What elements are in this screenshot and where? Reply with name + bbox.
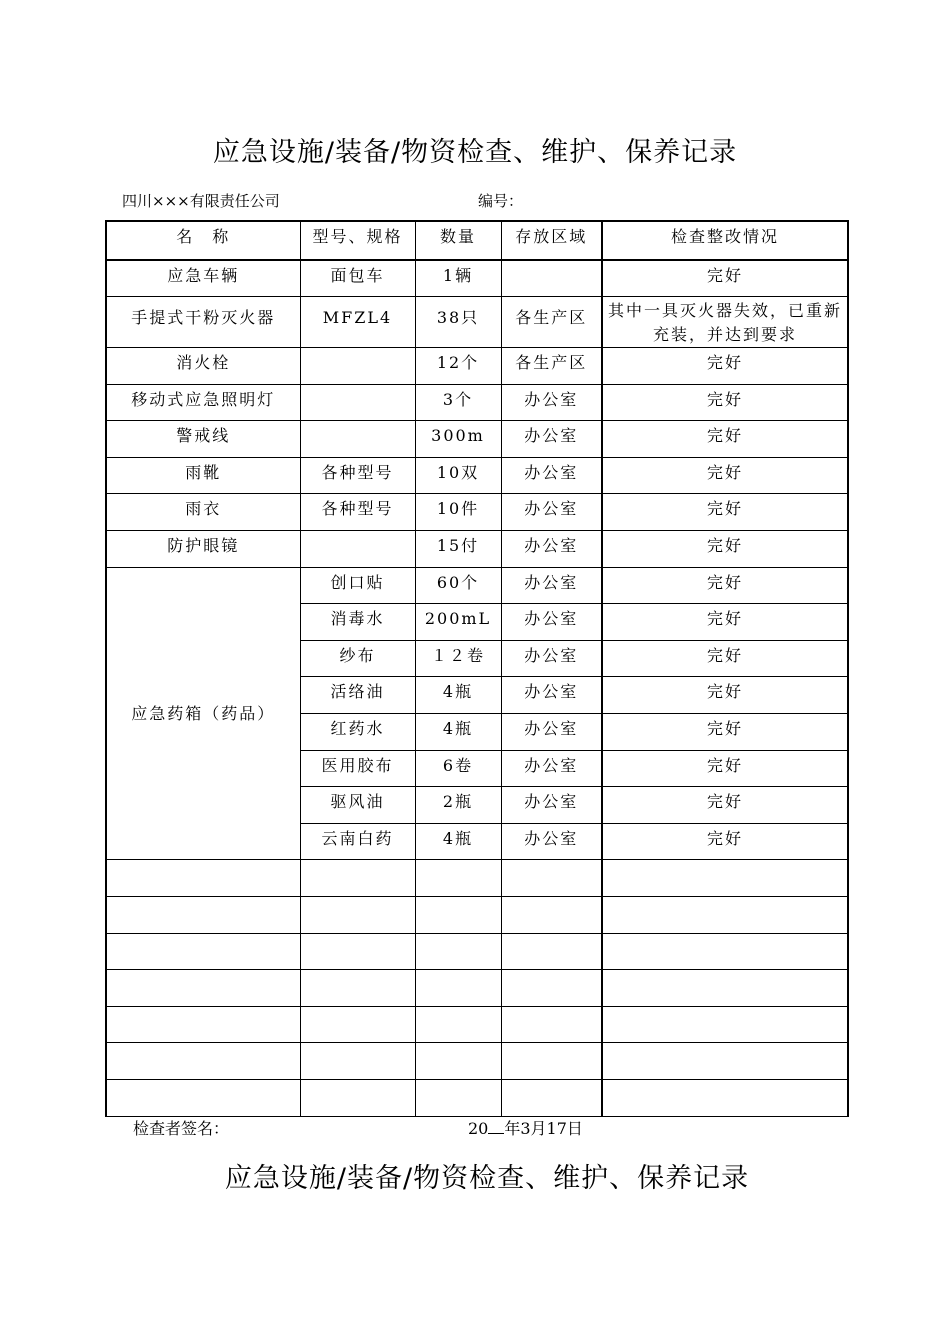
empty-cell[interactable] [106,860,300,897]
cell-quantity: 12个 [415,348,501,385]
cell-medicine-kit: 应急药箱（药品） [106,567,300,860]
cell-spec [300,348,415,385]
empty-cell[interactable] [300,1043,415,1080]
empty-cell[interactable] [415,897,501,934]
empty-cell[interactable] [501,933,602,970]
table-row [106,297,848,348]
empty-cell[interactable] [415,1006,501,1043]
table-row [106,260,848,297]
empty-cell[interactable] [106,1079,300,1116]
empty-cell[interactable] [602,860,848,897]
cell-area: 办公室 [501,823,602,860]
empty-cell[interactable] [106,897,300,934]
page-title: 应急设施/装备/物资检查、维护、保养记录 [212,137,738,168]
cell-status: 完好 [602,260,848,297]
cell-status: 完好 [602,348,848,385]
cell-spec: 驱风油 [300,787,415,824]
header-inspection-status: 检查整改情况 [602,221,848,260]
cell-status: 完好 [602,787,848,824]
cell-spec [300,384,415,421]
cell-area: 办公室 [501,750,602,787]
cell-spec: 消毒水 [300,604,415,641]
empty-cell[interactable] [106,1043,300,1080]
cell-name: 警戒线 [106,421,300,458]
cell-name: 防护眼镜 [106,531,300,568]
header-spec: 型号、规格 [300,221,415,260]
inspection-table [105,220,849,1117]
cell-quantity: 15付 [415,531,501,568]
cell-status: 完好 [602,567,848,604]
date-suffix: 年3月17日 [504,1119,583,1138]
empty-cell[interactable] [300,1006,415,1043]
table-row [106,531,848,568]
cell-area: 办公室 [501,494,602,531]
header-storage-area: 存放区域 [501,221,602,260]
empty-row [106,1079,848,1116]
cell-area: 办公室 [501,787,602,824]
cell-area: 办公室 [501,457,602,494]
cell-name: 移动式应急照明灯 [106,384,300,421]
cell-spec: MFZL4 [300,297,415,348]
cell-area: 办公室 [501,640,602,677]
bottom-title: 应急设施/装备/物资检查、维护、保养记录 [224,1163,750,1194]
cell-status: 完好 [602,714,848,751]
empty-row [106,1043,848,1080]
cell-area: 各生产区 [501,348,602,385]
signer-label: 检查者签名： [133,1119,230,1138]
cell-spec: 红药水 [300,714,415,751]
empty-cell[interactable] [106,1006,300,1043]
cell-spec: 面包车 [300,260,415,297]
cell-name: 雨靴 [106,457,300,494]
cell-area: 办公室 [501,384,602,421]
cell-status: 完好 [602,421,848,458]
cell-quantity: 60个 [415,567,501,604]
empty-cell[interactable] [602,933,848,970]
empty-cell[interactable] [415,860,501,897]
cell-quantity: 300m [415,421,501,458]
empty-cell[interactable] [106,933,300,970]
cell-area: 办公室 [501,567,602,604]
cell-status: 完好 [602,677,848,714]
cell-quantity: 4瓶 [415,714,501,751]
empty-cell[interactable] [300,897,415,934]
empty-cell[interactable] [415,1043,501,1080]
cell-name: 应急车辆 [106,260,300,297]
cell-status: 完好 [602,823,848,860]
empty-cell[interactable] [415,933,501,970]
cell-status: 完好 [602,604,848,641]
table-row [106,348,848,385]
cell-status: 完好 [602,494,848,531]
cell-status: 完好 [602,640,848,677]
cell-quantity: 1辆 [415,260,501,297]
cell-name: 雨衣 [106,494,300,531]
empty-cell[interactable] [501,860,602,897]
cell-quantity: 200mL [415,604,501,641]
empty-cell[interactable] [602,1006,848,1043]
cell-spec: 云南白药 [300,823,415,860]
empty-cell[interactable] [300,1079,415,1116]
empty-cell[interactable] [501,1006,602,1043]
header-quantity: 数量 [415,221,501,260]
cell-spec: 各种型号 [300,494,415,531]
empty-row [106,860,848,897]
cell-quantity: 4瓶 [415,823,501,860]
cell-spec [300,421,415,458]
table-row [106,457,848,494]
cell-area [501,260,602,297]
cell-area: 办公室 [501,604,602,641]
empty-cell[interactable] [415,1079,501,1116]
cell-name: 手提式干粉灭火器 [106,297,300,348]
cell-quantity: 2瓶 [415,787,501,824]
cell-spec: 各种型号 [300,457,415,494]
cell-area: 办公室 [501,677,602,714]
cell-quantity: １２卷 [415,640,501,677]
cell-area: 各生产区 [501,297,602,348]
empty-row [106,1006,848,1043]
empty-cell[interactable] [501,1079,602,1116]
empty-cell[interactable] [300,860,415,897]
empty-cell[interactable] [602,1043,848,1080]
cell-area: 办公室 [501,531,602,568]
header-name: 名 称 [106,221,300,260]
empty-cell[interactable] [501,970,602,1007]
empty-cell[interactable] [602,970,848,1007]
cell-quantity: 3个 [415,384,501,421]
empty-cell[interactable] [602,1079,848,1116]
inspection-date [468,1116,583,1139]
cell-status: 完好 [602,384,848,421]
empty-cell[interactable] [415,970,501,1007]
cell-spec: 医用胶布 [300,750,415,787]
company-name: 四川×××有限责任公司 [122,192,280,210]
cell-spec: 创口贴 [300,567,415,604]
cell-status: 其中一具灭火器失效，已重新充装，并达到要求 [602,297,848,348]
cell-quantity: 10件 [415,494,501,531]
empty-cell[interactable] [300,933,415,970]
cell-spec: 纱布 [300,640,415,677]
cell-status: 完好 [602,531,848,568]
table-row [106,567,848,604]
table-row [106,384,848,421]
cell-quantity: 10双 [415,457,501,494]
cell-spec: 活络油 [300,677,415,714]
table-row [106,494,848,531]
cell-status: 完好 [602,750,848,787]
empty-cell[interactable] [602,897,848,934]
empty-row [106,897,848,934]
date-year-prefix: 20 [468,1119,489,1138]
cell-quantity: 4瓶 [415,677,501,714]
date-blank [488,1119,504,1134]
empty-row [106,933,848,970]
empty-cell[interactable] [501,897,602,934]
cell-status: 完好 [602,457,848,494]
empty-cell[interactable] [501,1043,602,1080]
empty-cell[interactable] [300,970,415,1007]
cell-spec [300,531,415,568]
serial-number-label: 编号： [478,192,524,210]
empty-cell[interactable] [106,970,300,1007]
cell-quantity: 6卷 [415,750,501,787]
cell-area: 办公室 [501,714,602,751]
cell-area: 办公室 [501,421,602,458]
cell-quantity: 38只 [415,297,501,348]
table-header-row [106,221,848,260]
cell-name: 消火栓 [106,348,300,385]
empty-row [106,970,848,1007]
table-row [106,421,848,458]
